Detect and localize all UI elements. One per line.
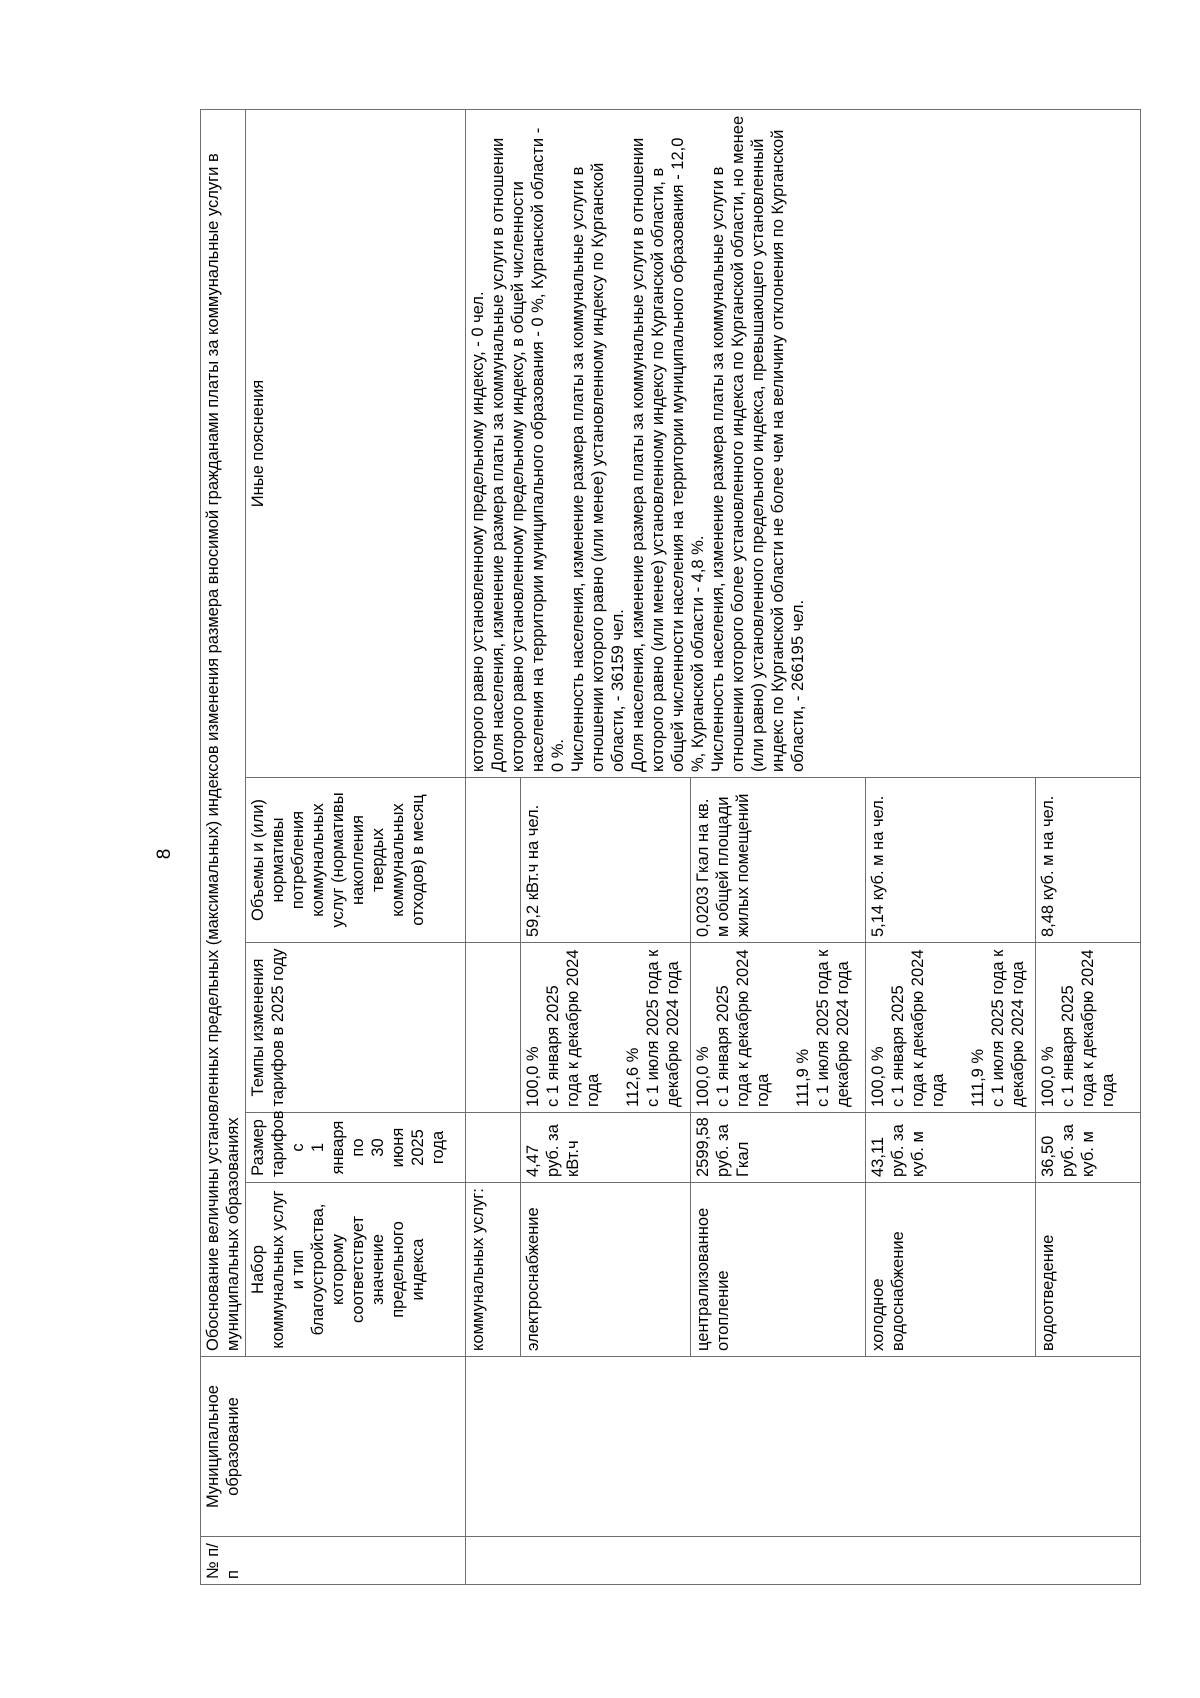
cell-tariff: 2599,58 руб. за Гкал [691,1113,866,1183]
cell-rate [466,943,521,1113]
cell-tariff [466,1113,521,1183]
header-service-set: Набор коммунальных услуг и тип благоустройства, которому соответствует значение предельного индекса [246,1183,466,1357]
cell-service: централизованное отопление [691,1183,866,1357]
cell-rate [521,943,691,1113]
cell-volume: 59,2 кВт.ч на чел. [521,778,691,943]
header-tariff: Размер тарифов с 1 января по 30 июня 2025 года [246,1113,466,1183]
header-num: № п/п [201,1537,466,1585]
rate-july: 111,9 % с 1 июля 2025 года к декабрю 2024 года [969,949,1027,1107]
cell-volume: 5,14 куб. м на чел. [866,778,1036,943]
cell-tariff: 43,11 руб. за куб. м [866,1113,1036,1183]
cell-tariff: 36,50 руб. за куб. м [1036,1113,1141,1183]
cell-notes: которого равно установленному предельному индексу, - 0 чел. Доля населения, изменение размера платы за коммунальные услуги в отношении которого равно установленному предельному индексу, в общей численности населения на территории муниципального образования - 0 %, Курганской области - 0 %. Численность населения, изменение размера платы за коммунальные услуги в отношении которого равно (или менее) установленному индексу по Курганской области, - 36159 чел. Доля населения, изменение размера платы за коммунальные услуги в отношении которого равно (или менее) установленному индексу по Курганской области, в общей численности населения на территории муниципального образования - 12,0 %, Курганской области - 4,8 %. Численность населения, изменение размера платы за коммунальные услуги в отношении которого более установленного индекса по Курганской области, но менее (или равно) установленного предельного индекса, превышающего установленный индекс по Курганской области не более чем на величину отклонения по Курганской области, - 266195 чел. [466,109,1141,777]
header-justification: Обоснование величины установленных предельных (максимальных) индексов изменения размера вносимой гражданами платы за коммунальные услуги в муниципальных образованиях [201,109,246,1356]
cell-volume [466,778,521,943]
rate-january: 100,0 % с 1 января 2025 года к декабрю 2024 года [869,949,947,1107]
cell-municipality [466,1357,1141,1537]
cell-rate [691,943,866,1113]
cell-service: электроснабжение [521,1183,691,1357]
header-municipality: Муниципальное образование [201,1357,466,1537]
cell-service: холодное водоснабжение [866,1183,1036,1357]
cell-rate [866,943,1036,1113]
header-volume: Объемы и (или) нормативы потребления коммунальных услуг (нормативы накопления твердых коммунальных отходов) в месяц [246,778,466,943]
page-number: 8 [154,848,175,860]
header-rate: Темпы изменения тарифов в 2025 году [246,943,466,1113]
cell-service: коммунальных услуг: [466,1183,521,1357]
header-notes: Иные пояснения [246,109,466,777]
cell-volume: 0,0203 Гкал на кв. м общей площади жилых помещений [691,778,866,943]
rotated-table-container [200,110,1135,1585]
rate-july: 112,6 % с 1 июля 2025 года к декабрю 2024 года [624,949,682,1107]
cell-rate [1036,943,1141,1113]
rate-january: 100,0 % с 1 января 2025 года к декабрю 2024 года [524,949,602,1107]
cell-volume: 8,48 куб. м на чел. [1036,778,1141,943]
rate-january: 100,0 % с 1 января 2025 года к декабрю 2024 года [1039,949,1117,1107]
rate-july: 111,9 % с 1 июля 2025 года к декабрю 2024 года [794,949,852,1107]
cell-num [466,1537,1141,1585]
index-justification-table [200,109,1141,1585]
cell-tariff: 4,47 руб. за кВт.ч [521,1113,691,1183]
cell-service: водоотведение [1036,1183,1141,1357]
rate-january: 100,0 % с 1 января 2025 года к декабрю 2024 года [694,949,772,1107]
